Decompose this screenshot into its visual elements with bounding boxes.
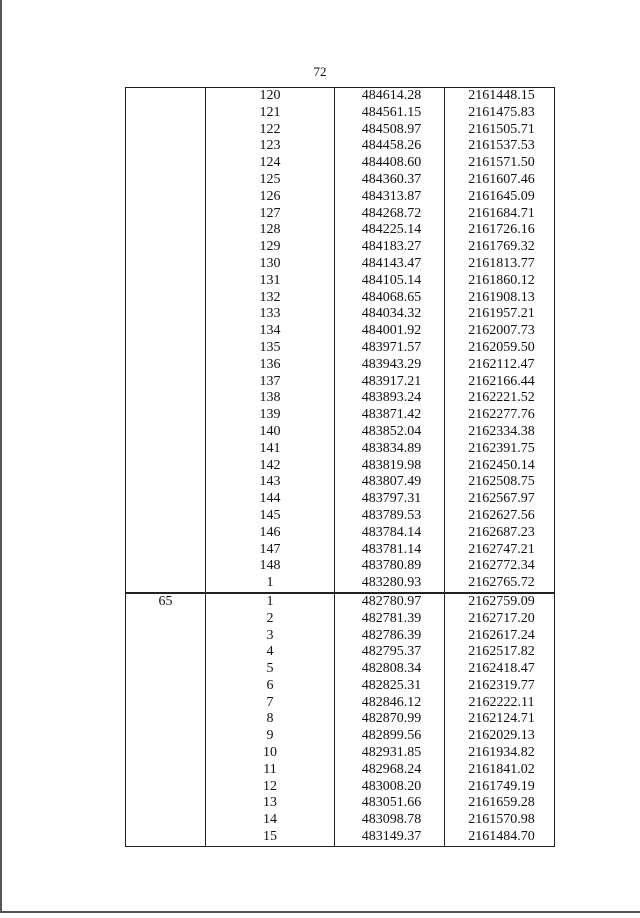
table-row <box>126 88 555 105</box>
y-coordinate: 2162517.82 <box>445 644 555 661</box>
point-number: 8 <box>206 711 335 728</box>
y-coordinate: 2161934.82 <box>445 745 555 762</box>
x-coordinate: 483871.42 <box>335 407 445 424</box>
x-coordinate: 483280.93 <box>335 575 445 593</box>
y-coordinate: 2161749.19 <box>445 779 555 796</box>
y-coordinate: 2162717.20 <box>445 611 555 628</box>
table-row <box>126 593 555 611</box>
point-number: 128 <box>206 222 335 239</box>
x-coordinate: 484034.32 <box>335 306 445 323</box>
y-coordinate: 2162319.77 <box>445 678 555 695</box>
x-coordinate: 483943.29 <box>335 357 445 374</box>
x-coordinate: 483852.04 <box>335 424 445 441</box>
point-number: 13 <box>206 795 335 812</box>
x-coordinate: 483781.14 <box>335 542 445 559</box>
point-number: 144 <box>206 491 335 508</box>
point-number: 7 <box>206 695 335 712</box>
y-coordinate: 2162007.73 <box>445 323 555 340</box>
point-number: 130 <box>206 256 335 273</box>
y-coordinate: 2161684.71 <box>445 206 555 223</box>
x-coordinate: 483784.14 <box>335 525 445 542</box>
x-coordinate: 484561.15 <box>335 105 445 122</box>
y-coordinate: 2162450.14 <box>445 458 555 475</box>
point-number: 134 <box>206 323 335 340</box>
x-coordinate: 483819.98 <box>335 458 445 475</box>
y-coordinate: 2161448.15 <box>445 88 555 105</box>
x-coordinate: 483971.57 <box>335 340 445 357</box>
x-coordinate: 484001.92 <box>335 323 445 340</box>
point-number: 10 <box>206 745 335 762</box>
point-number: 143 <box>206 474 335 491</box>
x-coordinate: 482808.34 <box>335 661 445 678</box>
y-coordinate: 2162418.47 <box>445 661 555 678</box>
point-number: 5 <box>206 661 335 678</box>
y-coordinate: 2161645.09 <box>445 189 555 206</box>
y-coordinate: 2161537.53 <box>445 138 555 155</box>
point-number: 11 <box>206 762 335 779</box>
y-coordinate: 2161726.16 <box>445 222 555 239</box>
y-coordinate: 2161570.98 <box>445 812 555 829</box>
y-coordinate: 2161571.50 <box>445 155 555 172</box>
point-number: 141 <box>206 441 335 458</box>
x-coordinate: 483149.37 <box>335 829 445 846</box>
y-coordinate: 2162759.09 <box>445 593 555 611</box>
y-coordinate: 2162627.56 <box>445 508 555 525</box>
y-coordinate: 2162059.50 <box>445 340 555 357</box>
x-coordinate: 482968.24 <box>335 762 445 779</box>
point-number: 9 <box>206 728 335 745</box>
y-coordinate: 2162772.34 <box>445 558 555 575</box>
x-coordinate: 484508.97 <box>335 122 445 139</box>
y-coordinate: 2161841.02 <box>445 762 555 779</box>
x-coordinate: 484313.87 <box>335 189 445 206</box>
x-coordinate: 484360.37 <box>335 172 445 189</box>
x-coordinate: 484614.28 <box>335 88 445 105</box>
coordinates-table <box>125 87 555 847</box>
x-coordinate: 482780.97 <box>335 593 445 611</box>
x-coordinate: 483807.49 <box>335 474 445 491</box>
point-number: 147 <box>206 542 335 559</box>
y-coordinate: 2161769.32 <box>445 239 555 256</box>
y-coordinate: 2161484.70 <box>445 829 555 846</box>
point-number: 1 <box>206 575 335 593</box>
x-coordinate: 484143.47 <box>335 256 445 273</box>
point-number: 140 <box>206 424 335 441</box>
y-coordinate: 2162221.52 <box>445 390 555 407</box>
y-coordinate: 2162124.71 <box>445 711 555 728</box>
y-coordinate: 2161475.83 <box>445 105 555 122</box>
x-coordinate: 484225.14 <box>335 222 445 239</box>
point-number: 136 <box>206 357 335 374</box>
x-coordinate: 482870.99 <box>335 711 445 728</box>
point-number: 2 <box>206 611 335 628</box>
point-number: 148 <box>206 558 335 575</box>
y-coordinate: 2161659.28 <box>445 795 555 812</box>
x-coordinate: 483789.53 <box>335 508 445 525</box>
point-number: 126 <box>206 189 335 206</box>
point-number: 133 <box>206 306 335 323</box>
point-number: 121 <box>206 105 335 122</box>
point-number: 6 <box>206 678 335 695</box>
y-coordinate: 2161607.46 <box>445 172 555 189</box>
y-coordinate: 2161908.13 <box>445 290 555 307</box>
y-coordinate: 2162747.21 <box>445 542 555 559</box>
x-coordinate: 484458.26 <box>335 138 445 155</box>
point-number: 15 <box>206 829 335 846</box>
point-number: 132 <box>206 290 335 307</box>
x-coordinate: 483834.89 <box>335 441 445 458</box>
table-section <box>126 593 555 846</box>
point-number: 129 <box>206 239 335 256</box>
section-label <box>126 88 206 593</box>
y-coordinate: 2161813.77 <box>445 256 555 273</box>
point-number: 12 <box>206 779 335 796</box>
point-number: 142 <box>206 458 335 475</box>
x-coordinate: 484183.27 <box>335 239 445 256</box>
y-coordinate: 2162166.44 <box>445 374 555 391</box>
point-number: 137 <box>206 374 335 391</box>
point-number: 127 <box>206 206 335 223</box>
x-coordinate: 484068.65 <box>335 290 445 307</box>
x-coordinate: 482846.12 <box>335 695 445 712</box>
point-number: 131 <box>206 273 335 290</box>
x-coordinate: 484408.60 <box>335 155 445 172</box>
point-number: 123 <box>206 138 335 155</box>
y-coordinate: 2162687.23 <box>445 525 555 542</box>
point-number: 3 <box>206 628 335 645</box>
y-coordinate: 2162617.24 <box>445 628 555 645</box>
point-number: 124 <box>206 155 335 172</box>
point-number: 146 <box>206 525 335 542</box>
page-edge-left <box>0 0 2 912</box>
point-number: 4 <box>206 644 335 661</box>
x-coordinate: 483780.89 <box>335 558 445 575</box>
x-coordinate: 483893.24 <box>335 390 445 407</box>
y-coordinate: 2162277.76 <box>445 407 555 424</box>
y-coordinate: 2162334.38 <box>445 424 555 441</box>
y-coordinate: 2162765.72 <box>445 575 555 593</box>
x-coordinate: 483917.21 <box>335 374 445 391</box>
y-coordinate: 2162508.75 <box>445 474 555 491</box>
y-coordinate: 2162029.13 <box>445 728 555 745</box>
x-coordinate: 483051.66 <box>335 795 445 812</box>
y-coordinate: 2162391.75 <box>445 441 555 458</box>
y-coordinate: 2161860.12 <box>445 273 555 290</box>
y-coordinate: 2161957.21 <box>445 306 555 323</box>
x-coordinate: 482786.39 <box>335 628 445 645</box>
point-number: 139 <box>206 407 335 424</box>
point-number: 135 <box>206 340 335 357</box>
x-coordinate: 484105.14 <box>335 273 445 290</box>
x-coordinate: 482781.39 <box>335 611 445 628</box>
x-coordinate: 482899.56 <box>335 728 445 745</box>
point-number: 122 <box>206 122 335 139</box>
page-number: 72 <box>313 64 327 79</box>
point-number: 120 <box>206 88 335 105</box>
x-coordinate: 483797.31 <box>335 491 445 508</box>
y-coordinate: 2162112.47 <box>445 357 555 374</box>
section-label: 65 <box>126 593 206 846</box>
x-coordinate: 483098.78 <box>335 812 445 829</box>
point-number: 125 <box>206 172 335 189</box>
x-coordinate: 482931.85 <box>335 745 445 762</box>
point-number: 14 <box>206 812 335 829</box>
point-number: 1 <box>206 593 335 611</box>
x-coordinate: 482795.37 <box>335 644 445 661</box>
point-number: 138 <box>206 390 335 407</box>
x-coordinate: 484268.72 <box>335 206 445 223</box>
y-coordinate: 2161505.71 <box>445 122 555 139</box>
x-coordinate: 482825.31 <box>335 678 445 695</box>
point-number: 145 <box>206 508 335 525</box>
page-edge-bottom <box>0 911 640 913</box>
table-section <box>126 88 555 593</box>
y-coordinate: 2162567.97 <box>445 491 555 508</box>
x-coordinate: 483008.20 <box>335 779 445 796</box>
y-coordinate: 2162222.11 <box>445 695 555 712</box>
